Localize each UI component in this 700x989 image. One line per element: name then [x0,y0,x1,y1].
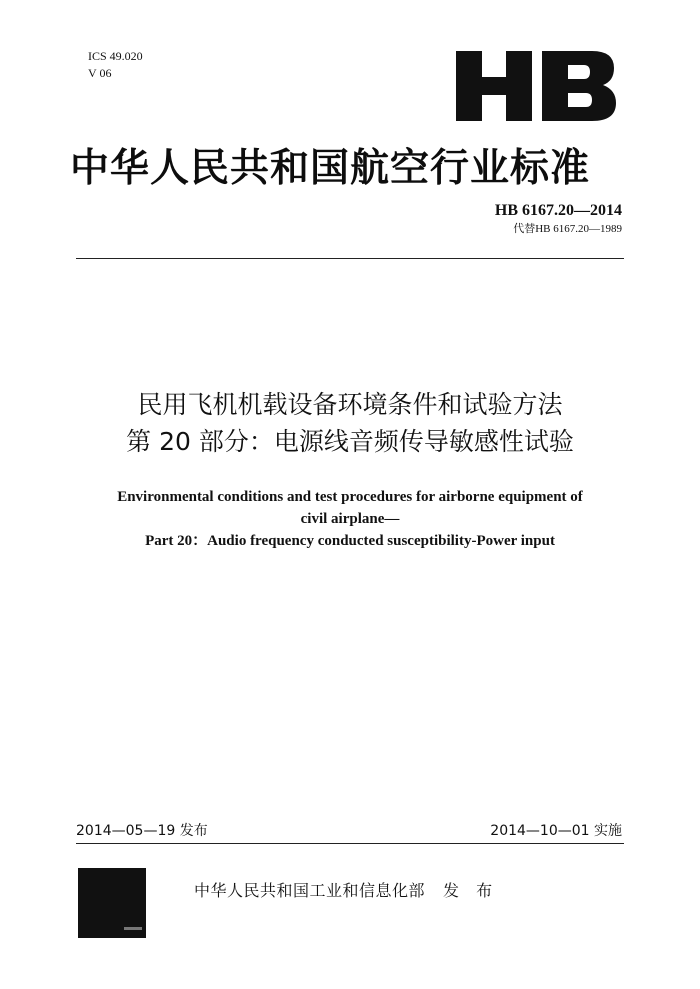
bottom-divider [76,843,624,844]
standard-replaces: 代替HB 6167.20—1989 [513,223,622,235]
hb-logo [456,51,616,121]
english-title-line-2: civil airplane— [300,511,400,527]
ics-code: ICS 49.020 [88,49,143,63]
implementation-date: 2014—10—01 实施 [490,823,622,839]
issuer-action: 发 布 [443,881,499,900]
org-title: 中华人民共和国航空行业标准 [70,146,591,191]
issue-date: 2014—05—19 发布 [76,823,208,839]
english-title [0,486,700,552]
seal-mark [124,927,142,930]
chinese-title-line-2: 第 20 部分：电源线音频传导敏感性试验 [126,427,574,456]
issuer-name: 中华人民共和国工业和信息化部 [194,881,426,900]
english-title-line-3: Part 20：Audio frequency conducted susceptibility-Power input [145,533,555,549]
top-divider [76,258,624,259]
classification-codes [88,48,143,82]
chinese-title [0,386,700,460]
ccs-code: V 06 [88,66,112,80]
chinese-title-line-1: 民用飞机机载设备环境条件和试验方法 [137,390,563,419]
standard-block [495,201,622,237]
issuer-seal [78,868,146,938]
english-title-line-1: Environmental conditions and test procedures for airborne equipment of [117,489,583,505]
standard-number: HB 6167.20—2014 [494,202,622,219]
issuer-line [194,878,498,901]
